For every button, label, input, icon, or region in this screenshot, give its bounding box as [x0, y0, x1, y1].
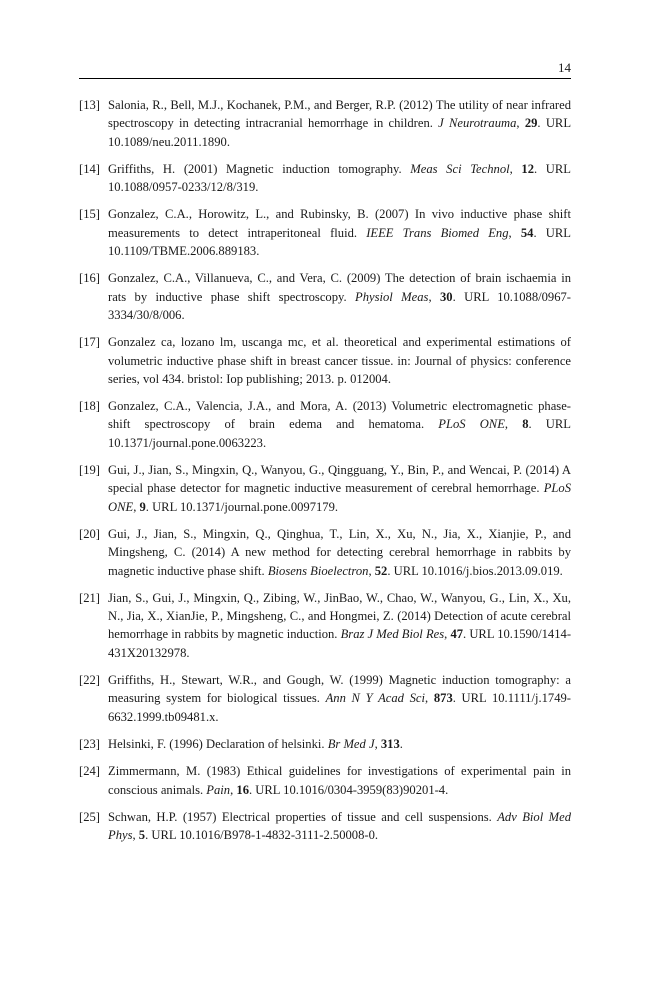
- reference-text: [108, 160, 571, 197]
- reference-item: [79, 160, 571, 197]
- reference-number: [21]: [79, 590, 100, 605]
- reference-item: [79, 762, 571, 799]
- reference-segment: Gonzalez, C.A., Villanueva, C., and Vera, C. (2009) The detection of brain ischaemia in rats by inductive phase shift spectroscopy.: [108, 271, 571, 304]
- reference-item: [79, 735, 571, 753]
- reference-item: [79, 96, 571, 151]
- journal-name: Biosens Bioelectron: [267, 563, 369, 578]
- reference-number: [25]: [79, 809, 100, 824]
- reference-text: [108, 762, 571, 799]
- reference-number: [24]: [79, 764, 100, 779]
- journal-name: Adv Biol Med Phys: [108, 809, 571, 843]
- reference-segment: . URL 10.1016/0304-3959(83)90201-4.: [248, 782, 449, 797]
- reference-number: [23]: [79, 736, 100, 751]
- reference-item: [79, 269, 571, 324]
- reference-number: [16]: [79, 271, 100, 286]
- reference-number: [14]: [79, 161, 100, 176]
- reference-segment: Gui, J., Jian, S., Mingxin, Q., Wanyou, G., Qingguang, Y., Bin, P., and Wencai, P. (2014) A special phase detector for magnetic inductive measurement of cerebral hemorrhage.: [108, 463, 571, 496]
- reference-item: [79, 671, 571, 726]
- reference-segment: Salonia, R., Bell, M.J., Kochanek, P.M., and Berger, R.P. (2012) The utility of near infrared spectroscopy in detecting intracranial hemorrhage in children.: [108, 98, 571, 131]
- volume-number: 30: [439, 289, 453, 304]
- reference-segment: . URL 10.1371/journal.pone.0097179.: [145, 499, 339, 514]
- reference-segment: ,: [133, 499, 140, 514]
- journal-name: Pain: [206, 782, 231, 797]
- reference-segment: ,: [425, 691, 434, 706]
- reference-segment: Griffiths, H., Stewart, W.R., and Gough, W. (1999) Magnetic induction tomography: a measuring system for biological tissues.: [108, 673, 571, 706]
- volume-number: 313: [380, 736, 400, 751]
- reference-text: [108, 461, 571, 516]
- reference-segment: ,: [444, 627, 451, 642]
- reference-text: [108, 397, 571, 452]
- reference-segment: Griffiths, H. (2001) Magnetic induction tomography.: [108, 161, 411, 176]
- reference-segment: . URL 10.1016/B978-1-4832-3111-2.50008-0.: [145, 828, 379, 843]
- reference-segment: Helsinki, F. (1996) Declaration of helsinki.: [108, 736, 328, 751]
- volume-number: 12: [521, 161, 535, 176]
- journal-name: PLoS ONE: [438, 417, 505, 432]
- reference-segment: .: [399, 736, 403, 751]
- journal-name: Braz J Med Biol Res: [340, 627, 445, 642]
- reference-text: [108, 96, 571, 151]
- reference-segment: ,: [504, 417, 523, 432]
- volume-number: 16: [236, 782, 249, 797]
- journal-name: Physiol Meas: [355, 289, 429, 304]
- volume-number: 29: [524, 116, 538, 131]
- reference-text: [108, 333, 571, 388]
- reference-segment: Gonzalez, C.A., Horowitz, L., and Rubinsky, B. (2007) In vivo inductive phase shift measurements to detect intraperitoneal fluid.: [108, 207, 571, 240]
- reference-segment: ,: [368, 563, 375, 578]
- journal-name: IEEE Trans Biomed Eng: [366, 225, 509, 240]
- volume-number: 8: [522, 417, 529, 432]
- reference-segment: . URL 10.1088/0967-3334/30/8/006.: [108, 289, 572, 322]
- reference-segment: ,: [508, 225, 521, 240]
- volume-number: 54: [520, 225, 534, 240]
- reference-segment: Zimmermann, M. (1983) Ethical guidelines for investigations of experimental pain in conscious animals.: [108, 764, 571, 797]
- reference-segment: ,: [132, 828, 139, 843]
- volume-number: 9: [139, 499, 146, 514]
- reference-item: [79, 461, 571, 516]
- reference-number: [15]: [79, 207, 100, 222]
- volume-number: 47: [450, 627, 464, 642]
- reference-segment: ,: [516, 116, 525, 131]
- journal-name: Br Med J: [327, 736, 375, 751]
- reference-segment: ,: [509, 161, 522, 176]
- reference-number: [20]: [79, 526, 100, 541]
- reference-segment: . URL 10.1016/j.bios.2013.09.019.: [387, 563, 563, 578]
- volume-number: 873: [433, 691, 453, 706]
- reference-number: [13]: [79, 98, 100, 112]
- journal-name: J Neurotrauma: [438, 116, 517, 131]
- reference-item: [79, 397, 571, 452]
- reference-text: [108, 269, 571, 324]
- reference-number: [19]: [79, 463, 100, 478]
- reference-text: [108, 589, 571, 662]
- page-number: 14: [558, 60, 571, 75]
- journal-name: PLoS ONE: [108, 481, 571, 514]
- journal-name: Ann N Y Acad Sci: [325, 691, 426, 706]
- reference-item: [79, 525, 571, 580]
- reference-segment: . URL 10.1371/journal.pone.0063223.: [108, 417, 571, 450]
- reference-item: [79, 333, 571, 388]
- reference-item: [79, 589, 571, 662]
- reference-segment: Schwan, H.P. (1957) Electrical properties of tissue and cell suspensions.: [108, 809, 498, 824]
- reference-segment: Gonzalez ca, lozano lm, uscanga mc, et al. theoretical and experimental estimations of volumetric inductive phase shift in breast cancer tissue. in: Journal of physics: conference series, vol 434. bristol: Iop publishing; 2013. p. 012004.: [108, 335, 571, 386]
- volume-number: 5: [138, 828, 146, 843]
- reference-segment: . URL 10.1111/j.1749-6632.1999.tb09481.x.: [108, 691, 572, 724]
- reference-segment: ,: [230, 782, 237, 797]
- reference-number: [22]: [79, 673, 100, 688]
- reference-text: [108, 205, 571, 260]
- reference-text: [108, 525, 571, 580]
- reference-text: [108, 735, 571, 753]
- reference-segment: . URL 10.1109/TBME.2006.889183.: [108, 225, 571, 259]
- reference-segment: . URL 10.1089/neu.2011.1890.: [108, 116, 572, 149]
- reference-list: [79, 96, 571, 853]
- reference-item: [79, 205, 571, 260]
- reference-segment: Jian, S., Gui, J., Mingxin, Q., Zibing, W., JinBao, W., Chao, W., Wanyou, G., Lin, X., Xu, N., Jia, X., XianJie, P., Mingsheng, C., and Hongmei, Z. (2014) Detection of acute cerebral hemorrhage in rabbits by magnetic induction.: [108, 590, 571, 642]
- reference-segment: Gui, J., Jian, S., Mingxin, Q., Qinghua, T., Lin, X., Xu, N., Jia, X., Xianjie, P., and Mingsheng, C. (2014) A new method for detecting cerebral hemorrhage in rabbits by magnetic inductive phase shift.: [108, 526, 571, 578]
- reference-segment: . URL 10.1088/0957-0233/12/8/319.: [108, 161, 571, 195]
- reference-item: [79, 808, 571, 845]
- reference-number: [18]: [79, 399, 100, 414]
- reference-segment: . URL 10.1590/1414-431X20132978.: [108, 627, 572, 660]
- journal-name: Meas Sci Technol: [410, 161, 510, 176]
- reference-number: [17]: [79, 335, 100, 350]
- reference-segment: Gonzalez, C.A., Valencia, J.A., and Mora, A. (2013) Volumetric electromagnetic phase-shift spectroscopy of brain edema and hematoma.: [108, 399, 571, 432]
- reference-segment: ,: [374, 736, 381, 751]
- page-header: [79, 58, 571, 79]
- volume-number: 52: [374, 563, 388, 578]
- reference-text: [108, 808, 571, 845]
- reference-text: [108, 671, 571, 726]
- reference-segment: ,: [428, 289, 440, 304]
